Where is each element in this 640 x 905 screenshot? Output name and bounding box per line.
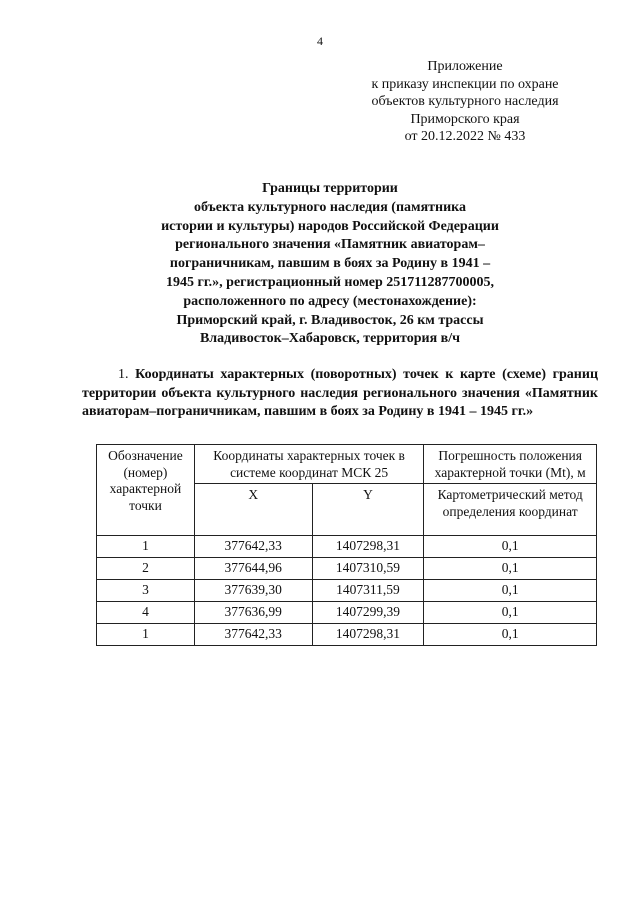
title-line: Владивосток–Хабаровск, территория в/ч xyxy=(199,331,461,347)
cell-point: 4 xyxy=(97,602,195,624)
cell-point: 2 xyxy=(97,558,195,580)
appendix-block xyxy=(340,58,590,146)
cell-x: 377639,30 xyxy=(194,580,312,602)
cell-y: 1407310,59 xyxy=(312,558,424,580)
page-number: 4 xyxy=(317,34,323,48)
table-row xyxy=(97,602,597,624)
title-line: Границы территории xyxy=(262,181,398,196)
cell-x: 377636,99 xyxy=(194,602,312,624)
header-error: Погрешность положения характерной точки (Mt), м xyxy=(424,445,597,484)
title-line: пограничникам, павшим в боях за Родину в 1941 – xyxy=(169,256,491,272)
header-coords: Координаты характерных точек в системе координат МСК 25 xyxy=(194,445,423,484)
cell-y: 1407299,39 xyxy=(312,602,424,624)
section-number: 1. xyxy=(118,367,129,382)
header-x: X xyxy=(194,484,312,536)
cell-error: 0,1 xyxy=(424,580,597,602)
title-line: 1945 гг.», регистрационный номер 251711287700005, xyxy=(166,274,494,290)
cell-error: 0,1 xyxy=(424,624,597,646)
title-line: расположенного по адресу (местонахождение): xyxy=(183,293,477,309)
appendix-line: к приказу инспекции по охране xyxy=(371,76,559,92)
header-y: Y xyxy=(312,484,424,536)
cell-y: 1407311,59 xyxy=(312,580,424,602)
coordinates-table xyxy=(96,444,597,646)
appendix-line: от 20.12.2022 № 433 xyxy=(404,129,526,144)
header-method: Картометрический метод определения координат xyxy=(424,484,597,536)
cell-y: 1407298,31 xyxy=(312,624,424,646)
table-row xyxy=(97,558,597,580)
cell-point: 1 xyxy=(97,536,195,558)
cell-x: 377642,33 xyxy=(194,536,312,558)
document-title xyxy=(110,180,550,349)
title-line: истории и культуры) народов Российской Федерации xyxy=(161,218,499,234)
section-heading: Координаты характерных (поворотных) точек к карте (схеме) границ территории объекта культурного наследия регионального значения «Памятник авиаторам–пограничникам, павшим в боях за Родину в 1941 – 1945 гг.» xyxy=(82,367,599,419)
header-point: Обозначение (номер) характерной точки xyxy=(97,445,195,536)
appendix-line: объектов культурного наследия xyxy=(371,94,559,109)
cell-error: 0,1 xyxy=(424,536,597,558)
table-row xyxy=(97,580,597,602)
cell-x: 377644,96 xyxy=(194,558,312,580)
title-line: Приморский край, г. Владивосток, 26 км трассы xyxy=(176,312,484,328)
title-line: объекта культурного наследия (памятника xyxy=(193,199,467,215)
cell-error: 0,1 xyxy=(424,558,597,580)
title-line: регионального значения «Памятник авиаторам– xyxy=(175,237,485,253)
table-row xyxy=(97,536,597,558)
appendix-line: Приморского края xyxy=(410,111,520,127)
cell-point: 3 xyxy=(97,580,195,602)
table-row xyxy=(97,624,597,646)
section-1 xyxy=(82,366,598,422)
cell-point: 1 xyxy=(97,624,195,646)
cell-y: 1407298,31 xyxy=(312,536,424,558)
cell-x: 377642,33 xyxy=(194,624,312,646)
cell-error: 0,1 xyxy=(424,602,597,624)
appendix-line: Приложение xyxy=(427,59,503,74)
